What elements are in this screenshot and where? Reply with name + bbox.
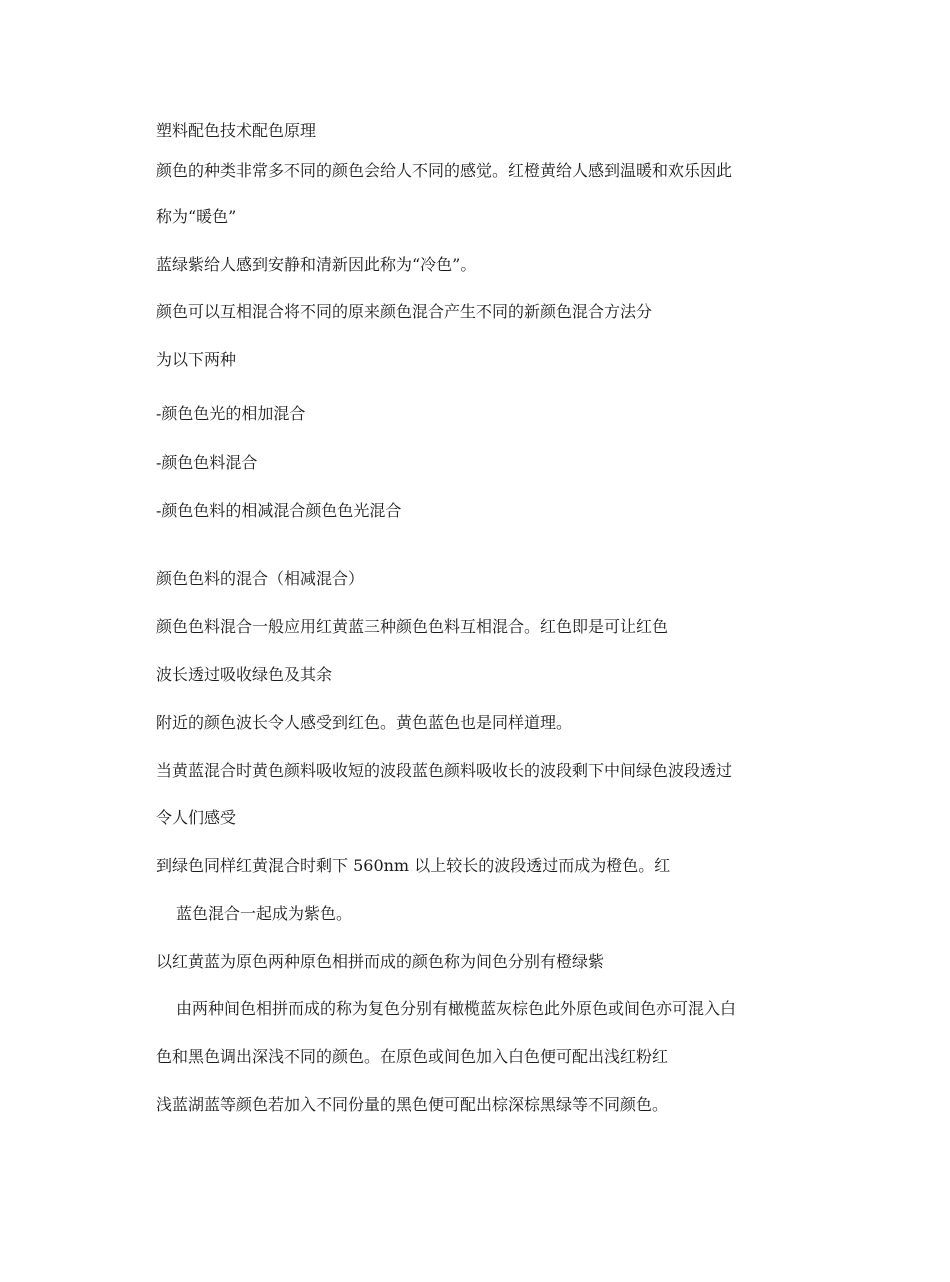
list-item: -颜色色料混合 xyxy=(156,453,258,472)
paragraph-line: 由两种间色相拼而成的称为复色分别有橄榄蓝灰棕色此外原色或间色亦可混入白 xyxy=(176,999,737,1018)
paragraph-line: 为以下两种 xyxy=(156,350,237,369)
document-title: 塑料配色技术配色原理 xyxy=(156,121,317,140)
paragraph-line: 当黄蓝混合时黄色颜料吸收短的波段蓝色颜料吸收长的波段剩下中间绿色波段透过 xyxy=(156,761,733,780)
paragraph-line: 到绿色同样红黄混合时剩下 560nm 以上较长的波段透过而成为橙色。红 xyxy=(156,856,671,875)
list-item: -颜色色光的相加混合 xyxy=(156,404,306,423)
paragraph-line: 波长透过吸收绿色及其余 xyxy=(156,665,333,684)
paragraph-line: 附近的颜色波长令人感受到红色。黄色蓝色也是同样道理。 xyxy=(156,713,573,732)
list-item: -颜色色料的相减混合颜色色光混合 xyxy=(156,501,402,520)
paragraph-line: 称为“暖色” xyxy=(156,207,237,226)
paragraph-line: 以红黄蓝为原色两种原色相拼而成的颜色称为间色分别有橙绿紫 xyxy=(156,952,605,971)
paragraph-line: 颜色色料混合一般应用红黄蓝三种颜色色料互相混合。红色即是可让红色 xyxy=(156,617,669,636)
paragraph-line: 颜色可以互相混合将不同的原来颜色混合产生不同的新颜色混合方法分 xyxy=(156,302,653,321)
paragraph-line: 浅蓝湖蓝等颜色若加入不同份量的黑色便可配出棕深棕黑绿等不同颜色。 xyxy=(156,1095,669,1114)
paragraph-line: 色和黑色调出深浅不同的颜色。在原色或间色加入白色便可配出浅红粉红 xyxy=(156,1047,669,1066)
paragraph-line: 蓝色混合一起成为紫色。 xyxy=(176,904,353,923)
section-heading: 颜色色料的混合（相减混合） xyxy=(156,569,365,588)
paragraph-line: 颜色的种类非常多不同的颜色会给人不同的感觉。红橙黄给人感到温暖和欢乐因此 xyxy=(156,161,733,180)
paragraph-line: 令人们感受 xyxy=(156,808,237,827)
paragraph-line: 蓝绿紫给人感到安静和清新因此称为“冷色”。 xyxy=(156,255,477,274)
